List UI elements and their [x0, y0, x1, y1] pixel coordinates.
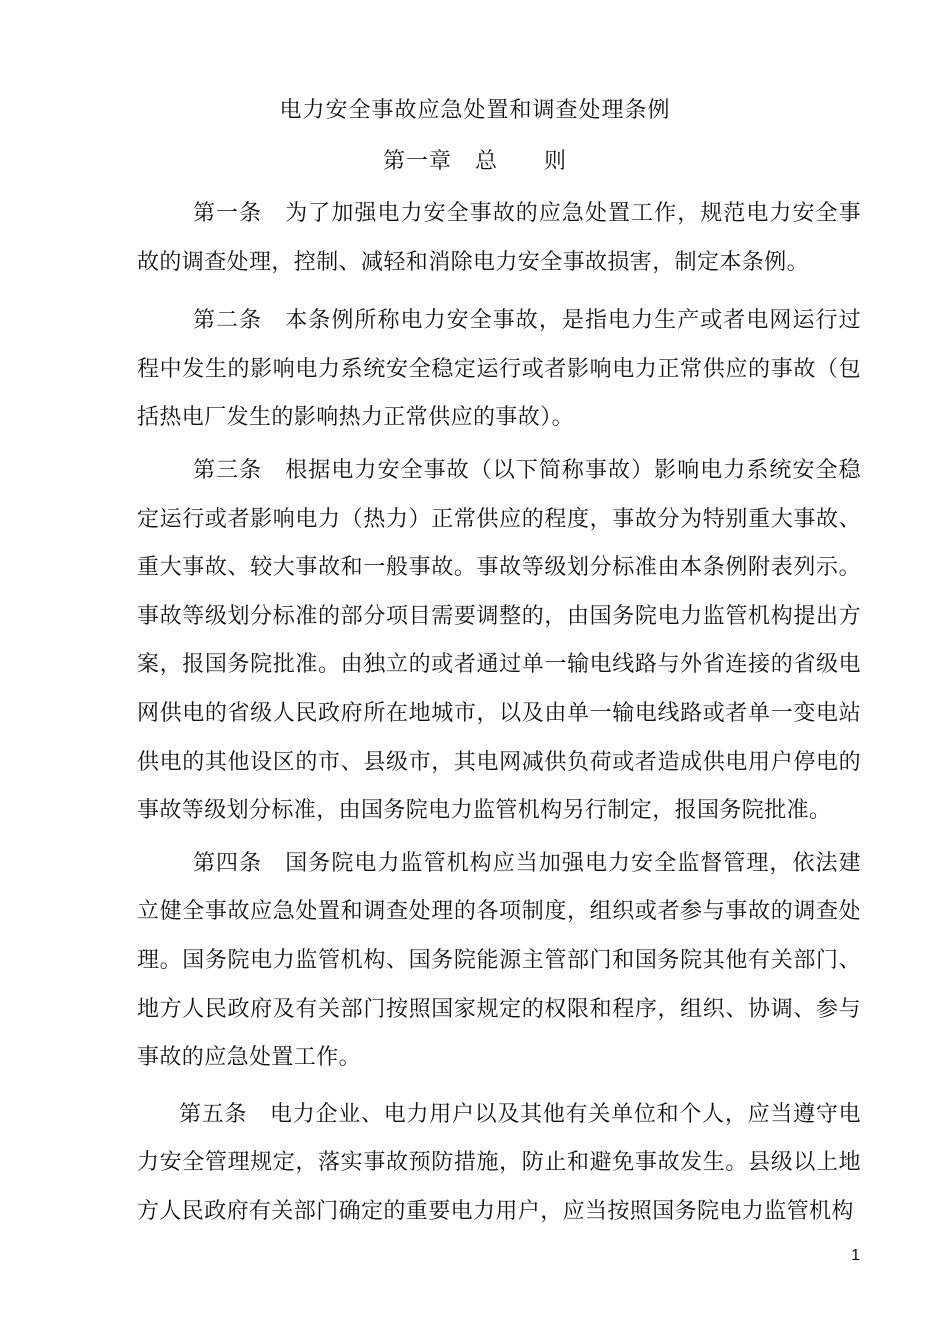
document-body — [137, 190, 861, 1236]
page-number: 1 — [851, 1247, 860, 1264]
article-text: 电力企业、电力用户以及其他有关单位和个人，应当遵守电力安全管理规定，落实事故预防措施，防止和避免事故发生。县级以上地方人民政府有关部门确定的重要电力用户，应当按照国务院电力监管机构 — [137, 1101, 861, 1224]
article-label: 第五条 — [179, 1101, 248, 1127]
article-label: 第四条 — [193, 850, 263, 876]
article-text: 为了加强电力安全事故的应急处置工作，规范电力安全事故的调查处理，控制、减轻和消除电力安全事故损害，制定本条例。 — [137, 201, 861, 275]
article-4 — [137, 840, 861, 1083]
article-5 — [137, 1091, 861, 1237]
article-label: 第二条 — [193, 308, 263, 334]
chapter-heading: 第一章 总 则 — [382, 149, 567, 174]
article-3 — [137, 447, 861, 836]
document-title: 电力安全事故应急处置和调查处理条例 — [279, 98, 671, 123]
article-label: 第三条 — [193, 457, 263, 483]
article-label: 第一条 — [193, 201, 263, 226]
article-text: 本条例所称电力安全事故，是指电力生产或者电网运行过程中发生的影响电力系统安全稳定运行或者影响电力正常供应的事故（包括热电厂发生的影响热力正常供应的事故）。 — [137, 308, 861, 431]
article-text: 国务院电力监管机构应当加强电力安全监督管理，依法建立健全事故应急处置和调查处理的各项制度，组织或者参与事故的调查处理。国务院电力监管机构、国务院能源主管部门和国务院其他有关部门、地方人民政府及有关部门按照国家规定的权限和程序，组织、协调、参与事故的应急处置工作。 — [137, 850, 861, 1071]
article-text: 根据电力安全事故（以下简称事故）影响电力系统安全稳定运行或者影响电力（热力）正常供应的程度，事故分为特别重大事故、重大事故、较大事故和一般事故。事故等级划分标准由本条例附表列示。事故等级划分标准的部分项目需要调整的，由国务院电力监管机构提出方案，报国务院批准。由独立的或者通过单一输电线路与外省连接的省级电网供电的省级人民政府所在地城市，以及由单一输电线路或者单一变电站供电的其他设区的市、县级市，其电网减供负荷或者造成供电用户停电的事故等级划分标准，由国务院电力监管机构另行制定，报国务院批准。 — [137, 457, 861, 824]
article-2 — [137, 297, 861, 443]
article-1 — [137, 190, 861, 287]
